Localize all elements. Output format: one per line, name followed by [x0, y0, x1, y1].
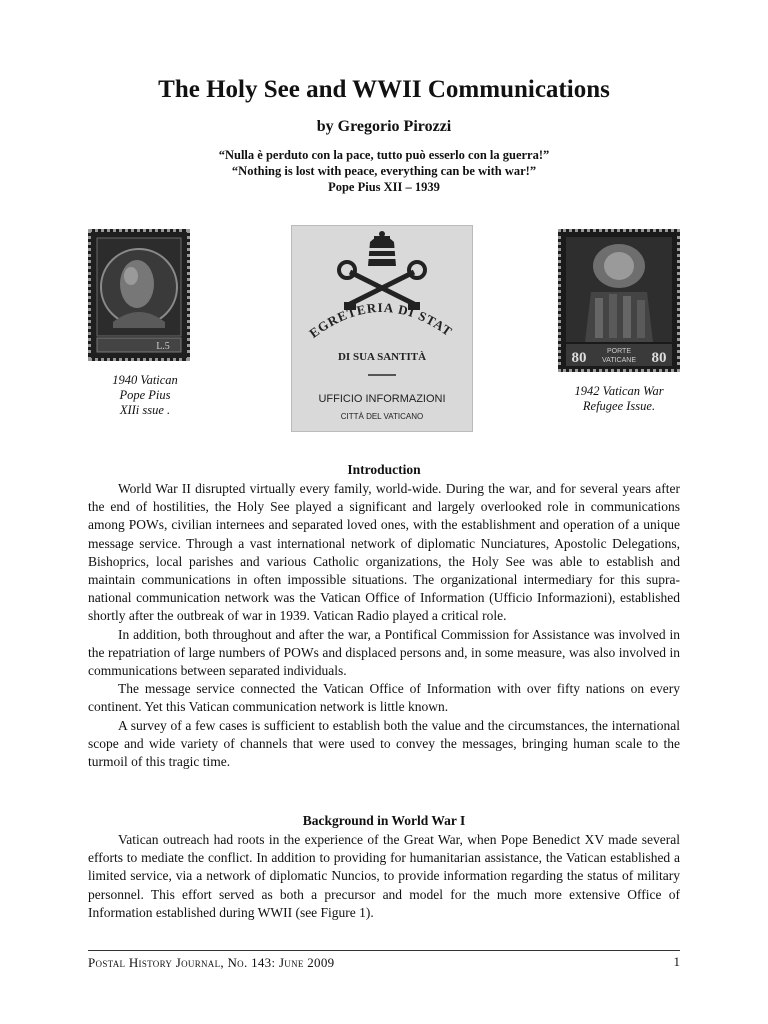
stamp-right-value-right: 80: [651, 350, 667, 366]
stamp-1940-pope-pius: [88, 229, 190, 361]
background-body: [88, 831, 680, 922]
heading-background-wwi: Background in World War I: [302, 813, 466, 828]
letterhead-line-4: CITTÀ DEL VATICANO: [340, 412, 424, 421]
epigraph-italian: “Nulla è perduto con la pace, tutto può esserlo con la guerra!”: [218, 148, 550, 162]
letterhead-line-2: DI SUA SANTITÀ: [337, 351, 427, 363]
stamp-left-value: L.5: [156, 341, 170, 352]
page-number: 1: [673, 954, 680, 969]
paragraph: The message service connected the Vatican Office of Information with over fifty nations on every continent. Yet this Vatican communication network is little known.: [88, 681, 680, 715]
stamp-refugee-image: [561, 232, 677, 369]
letterhead-line-1: EGRETERIA DI STAT: [306, 299, 456, 341]
epigraph-attribution: Pope Pius XII – 1939: [328, 180, 440, 194]
caption-line: Refugee Issue.: [582, 399, 656, 413]
caption-line: XIIi ssue .: [119, 403, 171, 417]
paragraph: In addition, both throughout and after the war, a Pontifical Commission for Assistance was involved in the repatriation of large numbers of POWs and displaced persons and, in some measure, was also involved in communications between separated individuals.: [88, 626, 680, 679]
footer-journal: Postal History Journal, No. 143: June 2009: [88, 955, 335, 970]
caption-stamp-1942: [554, 384, 684, 414]
heading-introduction: Introduction: [347, 462, 421, 477]
caption-line: Pope Pius: [119, 388, 171, 402]
letterhead-svg: [292, 226, 472, 431]
footer-divider: [88, 950, 680, 951]
article-author: by Gregorio Pirozzi: [316, 118, 452, 135]
stamp-right-value-left: 80: [571, 350, 587, 366]
stamp-portrait-image: [91, 232, 187, 358]
caption-line: 1940 Vatican: [112, 373, 178, 387]
stamp-right-label-mid: VATICANE: [602, 357, 636, 364]
introduction-body: [88, 480, 680, 771]
paragraph: World War II disrupted virtually every family, world-wide. During the war, and for several years after the end of hostilities, the Holy See played a significant and largely overlooked role in communications among POWs, civilian internees and separated loved ones, with the establishment and operation of a unique message service. Through a vast international network of diplomatic Nunciatures, Apostolic Delegations, Bishoprics, local parishes and various Catholic organizations, the Holy See was able to establish and maintain communications in often impossible situations. The organizational intermediary for this supra-national communication network was the Vatican Office of Information (Ufficio Informazioni), established shortly after the outbreak of war in 1939. Vatican Radio played a critical role.: [88, 481, 680, 624]
epigraph-english: “Nothing is lost with peace, everything can be with war!”: [231, 164, 537, 178]
stamp-1942-refugee: [558, 229, 680, 372]
stamp-right-label-top: PORTE: [607, 348, 631, 355]
letterhead-line-3: UFFICIO INFORMAZIONI: [318, 393, 446, 405]
article-title: The Holy See and WWII Communications: [158, 76, 610, 103]
epigraph: [0, 147, 768, 195]
caption-stamp-1940: [90, 373, 200, 418]
paragraph: A survey of a few cases is sufficient to establish both the value and the circumstances, the international scope and wide variety of channels that were used to convey the messages, bringing human scale to the turmoil of this tragic time.: [88, 717, 680, 770]
caption-line: 1942 Vatican War: [574, 384, 664, 398]
vatican-letterhead-image: [291, 225, 473, 432]
paragraph: Vatican outreach had roots in the experience of the Great War, when Pope Benedict XV made several efforts to mediate the conflict. In addition to providing for humanitarian assistance, the Vatican established a limited service, via a network of diplomatic Nuncios, to provide information regarding the status of military personnel. This effort served as both a precursor and model for the much more extensive Office of Information established during WWII (see Figure 1).: [88, 832, 680, 920]
